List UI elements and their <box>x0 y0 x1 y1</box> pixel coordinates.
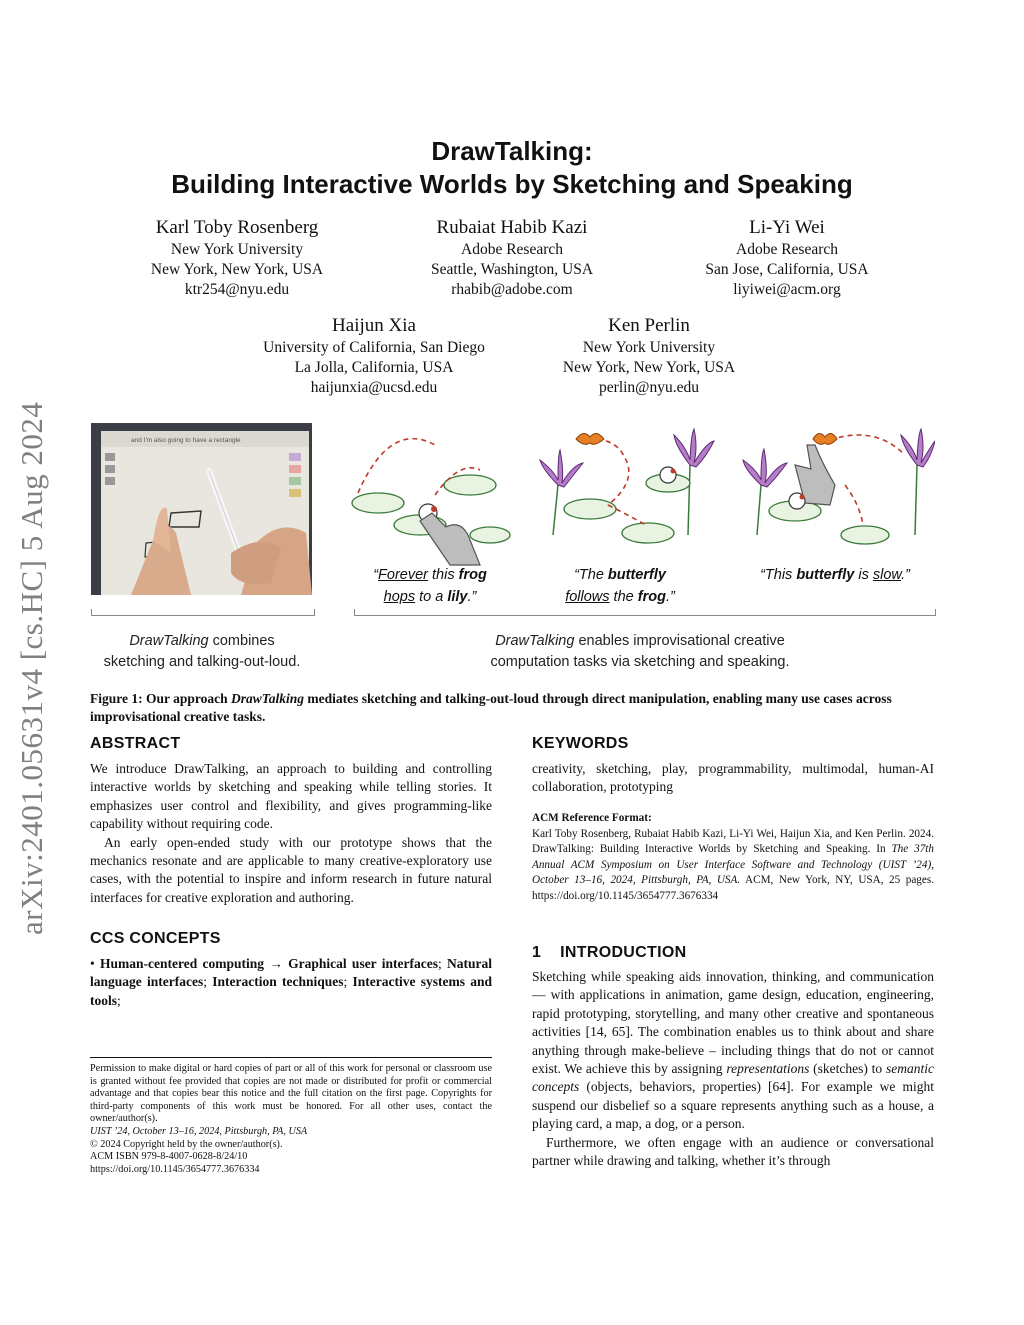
figure-caption-label: Figure 1: Our approach <box>90 691 232 706</box>
author-location: New York, New York, USA <box>150 261 324 278</box>
quote-text: is <box>854 567 873 583</box>
left-subcaption <box>72 631 332 673</box>
reference-block <box>532 811 934 905</box>
quote-text: .” <box>467 589 477 605</box>
author-affiliation: University of California, San Diego <box>263 339 485 356</box>
photo-overlay-text: and I'm also going to have a rectangle <box>131 437 241 444</box>
ccs-term: Interactive systems and tools <box>90 974 492 1008</box>
quote-text: “ <box>373 567 379 583</box>
panel-frog-hops <box>350 425 515 567</box>
permission-venue: UIST ’24, October 13–16, 2024, Pittsburgh, PA, USA <box>90 1125 308 1137</box>
author-block <box>372 216 652 300</box>
permission-text: Permission to make digital or hard copies of part or all of this work for personal or classroom use is granted without fee provided that copies are not made or distributed for profit or commercial advantage and that copies bear this notice and the full citation on the first page. Copyrights for third-party components of this work must be honored. For all other uses, contact the owner/author(s). <box>90 1063 492 1125</box>
quote-text: butterfly <box>607 567 666 583</box>
intro-text: (objects, behaviors, properties) [64]. For example we might suspend our disbelief so a square represents anything such as a house, a playing card, a map, a dog, or a person. <box>532 1079 934 1132</box>
quote-text: lily <box>447 589 468 605</box>
ccs-separator: ; <box>203 974 213 990</box>
figure-caption-text: mediates sketching and talking-out-loud through direct manipulation, enabling many use cases across improvisational creative tasks. <box>90 691 892 724</box>
author-location: Seattle, Washington, USA <box>430 261 594 278</box>
quote-butterfly-slow <box>740 564 930 586</box>
abstract-paragraph: An early open-ended study with our prototype shows that the mechanics resonate and are applicable to many creative-exploratory use cases, with the potential to inspire and inform research in future natural interfaces for creative exploration and authoring. <box>90 834 492 905</box>
quote-text: the <box>609 589 638 605</box>
panel-butterfly-follows <box>528 425 718 567</box>
ccs-term: Graphical user interfaces <box>288 956 438 971</box>
quote-text: to a <box>415 589 448 605</box>
frog-hops-illustration <box>350 425 515 567</box>
author-block <box>97 216 377 300</box>
right-bracket <box>354 609 936 616</box>
ccs-arrow: → <box>264 956 289 971</box>
quote-text: follows <box>565 589 610 605</box>
author-email[interactable]: haijunxia@ucsd.edu <box>310 379 438 396</box>
author-name: Haijun Xia <box>332 315 416 336</box>
left-bracket <box>91 609 315 616</box>
reference-text <box>532 827 934 905</box>
intro-text: (sketches) to <box>809 1061 886 1077</box>
panel-butterfly-slow <box>735 425 935 567</box>
quote-text: .” <box>901 567 910 583</box>
abstract-body <box>90 760 492 907</box>
author-affiliation: Adobe Research <box>461 241 563 258</box>
author-email[interactable]: ktr254@nyu.edu <box>184 281 290 298</box>
quote-text: hops <box>383 589 416 605</box>
permission-block <box>90 1063 492 1176</box>
subcaption-name: DrawTalking <box>129 633 209 649</box>
keywords-text: creativity, sketching, play, programmability, multimodal, human-AI collaboration, prototyping <box>532 761 934 795</box>
quote-text: “The <box>574 567 608 583</box>
keywords-heading: KEYWORDS <box>532 735 629 752</box>
author-affiliation: Adobe Research <box>736 241 838 258</box>
subcaption-text: combines <box>208 633 275 649</box>
introduction-body <box>532 968 934 1170</box>
permission-isbn: ACM ISBN 979-8-4007-0628-8/24/10 <box>90 1151 248 1163</box>
figure-caption <box>90 690 935 726</box>
intro-text: Sketching while speaking aids innovation, thinking, and communication — with applications in animation, game design, education, engineering, rapid prototyping, storytelling, and many other creative and spontaneous activities [14, 65]. The combination enables us to think about and share anything through make-believe – including things that do not or cannot exist. We achieve this by assigning <box>532 969 934 1077</box>
intro-emphasis: semantic concepts <box>532 1061 934 1095</box>
subcaption-text: enables improvisational creative <box>574 633 785 649</box>
quote-text: .” <box>665 589 675 605</box>
author-name: Li-Yi Wei <box>749 217 825 238</box>
paper-title-line1: DrawTalking: <box>431 136 593 166</box>
intro-emphasis: representations <box>726 1061 810 1077</box>
abstract-paragraph: We introduce DrawTalking, an approach to building and controlling interactive worlds by sketching and speaking while telling stories. It emphasizes user control and flexibility, and gives programming-like capability without requiring code. <box>90 761 492 832</box>
author-block <box>509 314 789 398</box>
butterfly-follows-illustration <box>528 425 718 567</box>
footnote-rule <box>90 1057 492 1058</box>
author-block <box>647 216 927 300</box>
quote-text: butterfly <box>796 567 855 583</box>
keywords-body <box>532 760 934 797</box>
ccs-separator: ; <box>343 974 353 990</box>
quote-text: “This <box>760 567 797 583</box>
ccs-term: Human-centered computing <box>100 956 265 971</box>
author-email[interactable]: liyiwei@acm.org <box>733 281 841 298</box>
tablet-photo-illustration <box>91 423 312 595</box>
author-location: La Jolla, California, USA <box>294 359 454 376</box>
author-name: Ken Perlin <box>608 315 690 336</box>
ccs-heading: CCS CONCEPTS <box>90 930 221 947</box>
ccs-bullet: • <box>90 956 101 971</box>
ccs-concepts <box>90 955 492 1010</box>
permission-copyright: © 2024 Copyright held by the owner/author(s). <box>90 1138 283 1150</box>
author-name: Rubaiat Habib Kazi <box>436 217 588 238</box>
reference-tail: ACM, New York, NY, USA, 25 pages. https://doi.org/10.1145/3654777.3676334 <box>532 874 934 902</box>
ccs-term: Natural language interfaces <box>90 956 492 990</box>
author-email[interactable]: rhabib@adobe.com <box>451 281 573 298</box>
reference-authors: Karl Toby Rosenberg, Rubaiat Habib Kazi, Li-Yi Wei, Haijun Xia, and Ken Perlin. 2024. DrawTalking: Building Interactive Worlds by Sketching and Speaking. In <box>532 827 934 856</box>
subcaption-text: sketching and talking-out-loud. <box>103 654 301 670</box>
quote-text: Forever <box>378 567 428 583</box>
paper-title-line2: Building Interactive Worlds by Sketching and Speaking <box>171 169 853 199</box>
figure-caption-name: DrawTalking <box>231 691 305 706</box>
intro-paragraph <box>532 968 934 1134</box>
author-email[interactable]: perlin@nyu.edu <box>599 379 699 396</box>
introduction-heading: 1 INTRODUCTION <box>532 944 687 961</box>
author-affiliation: New York University <box>170 241 304 258</box>
author-name: Karl Toby Rosenberg <box>155 217 319 238</box>
author-location: New York, New York, USA <box>562 359 736 376</box>
intro-paragraph: Furthermore, we often engage with an audience or conversational partner while drawing and talking, whether it’s through <box>532 1134 934 1169</box>
author-affiliation: New York University <box>582 339 716 356</box>
ccs-body <box>90 955 492 1010</box>
author-block <box>234 314 514 398</box>
author-location: San Jose, California, USA <box>705 261 869 278</box>
tablet-photo <box>91 423 312 595</box>
permission-doi[interactable]: https://doi.org/10.1145/3654777.3676334 <box>90 1163 260 1175</box>
quote-frog-hops <box>350 564 510 608</box>
subcaption-text: computation tasks via sketching and speaking. <box>490 654 790 670</box>
arxiv-identifier: arXiv:2401.05631v4 [cs.HC] 5 Aug 2024 <box>14 401 49 935</box>
quote-text: slow <box>872 567 902 583</box>
abstract-heading: ABSTRACT <box>90 735 181 752</box>
ccs-separator: ; <box>117 992 121 1008</box>
quote-text: this <box>428 567 459 583</box>
subcaption-name: DrawTalking <box>495 633 575 649</box>
ccs-term: Interaction techniques <box>212 974 344 990</box>
quote-butterfly-follows <box>540 564 700 608</box>
right-subcaption <box>440 631 840 673</box>
quote-text: frog <box>637 589 666 605</box>
butterfly-slow-illustration <box>735 425 935 567</box>
reference-heading: ACM Reference Format: <box>532 812 652 824</box>
quote-text: frog <box>458 567 487 583</box>
reference-venue: The 37th Annual ACM Symposium on User Interface Software and Technology (UIST ’24), October 13–16, 2024, Pittsburgh, PA, USA. <box>532 843 934 887</box>
ccs-separator: ; <box>437 956 447 971</box>
